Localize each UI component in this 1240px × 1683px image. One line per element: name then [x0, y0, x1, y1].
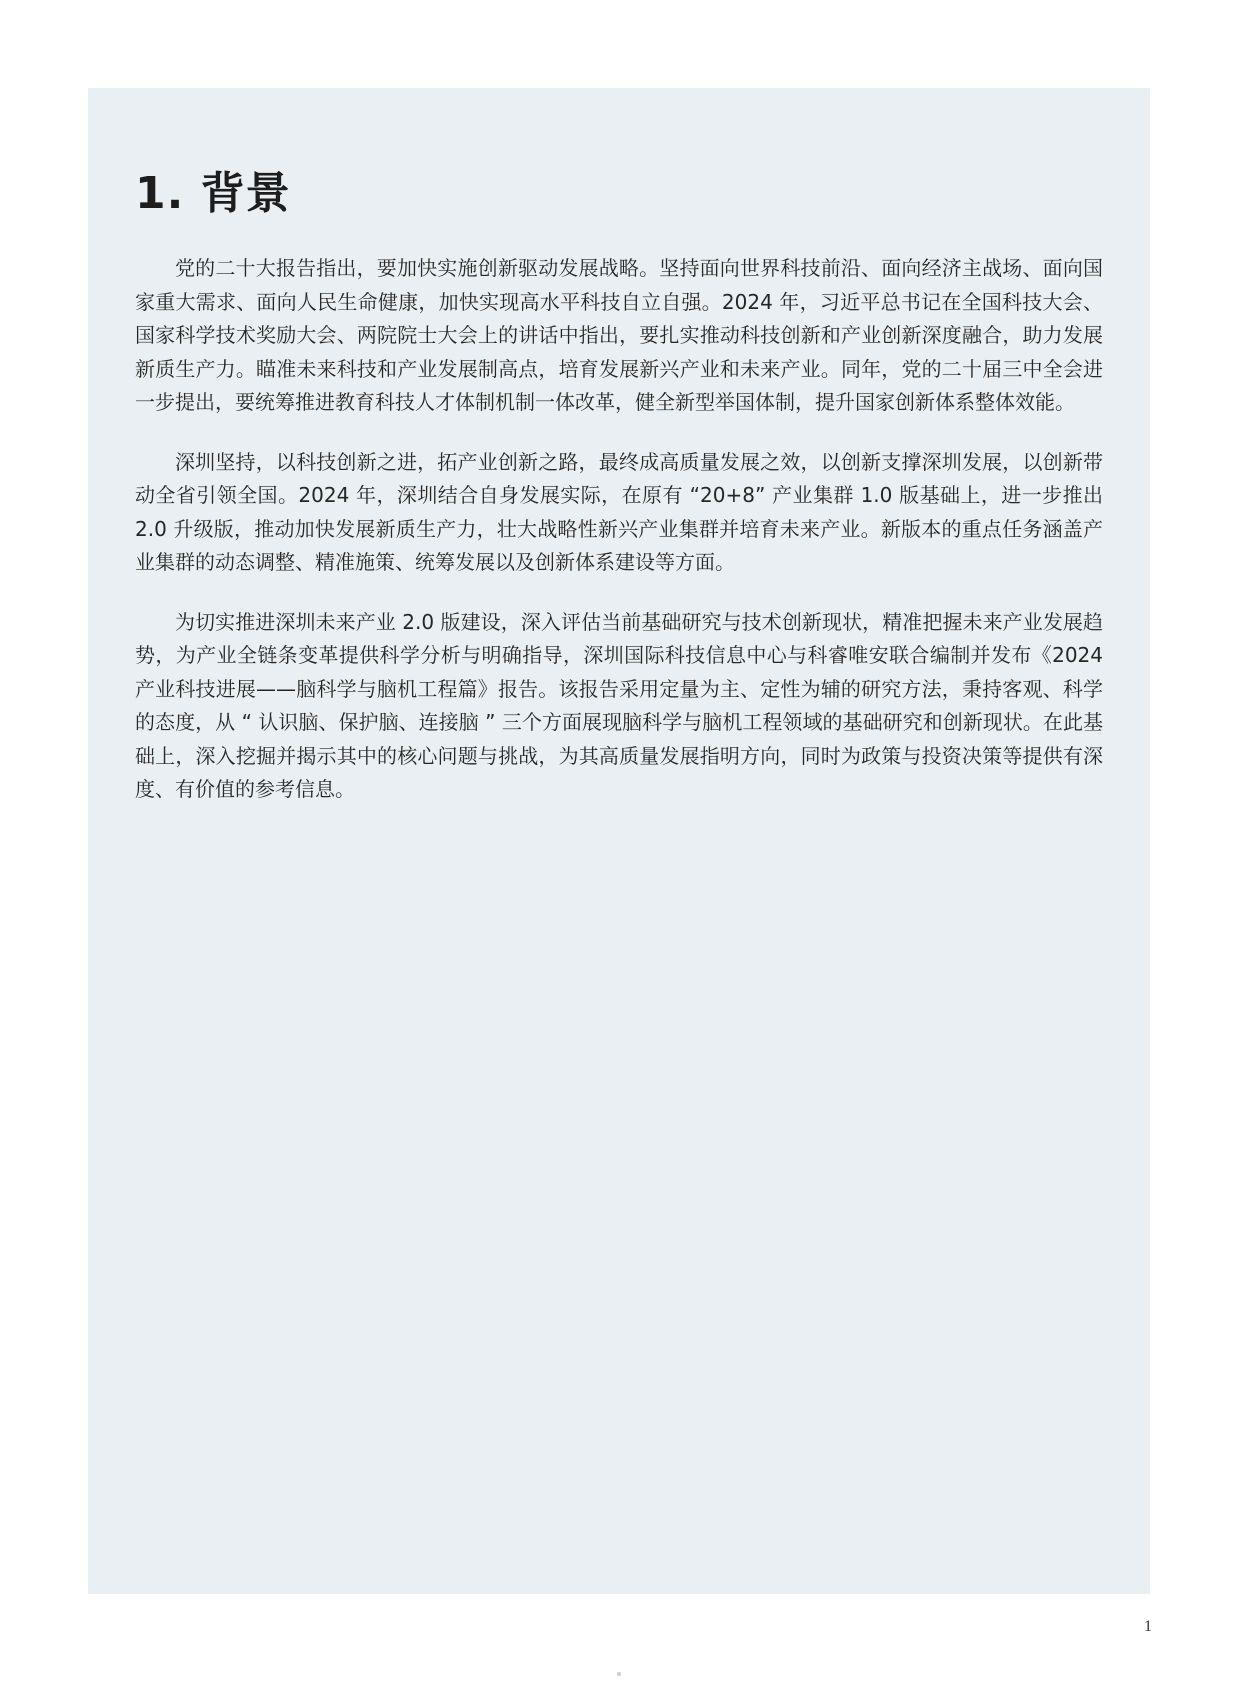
content-panel: [88, 88, 1150, 1594]
paragraph-2: 深圳坚持，以科技创新之进，拓产业创新之路，最终成高质量发展之效，以创新支撑深圳发展，以创新带动全省引领全国。2024 年，深圳结合自身发展实际，在原有 “20+8” 产业集群 1.0 版基础上，进一步推出 2.0 升级版，推动加快发展新质生产力，壮大战略性新兴产业集群并培育未来产业。新版本的重点任务涵盖产业集群的动态调整、精准施策、统筹发展以及创新体系建设等方面。: [135, 449, 1103, 574]
page-number: 1: [1144, 1618, 1152, 1635]
footer-dot: [617, 1672, 621, 1676]
paragraph-1: 党的二十大报告指出，要加快实施创新驱动发展战略。坚持面向世界科技前沿、面向经济主战场、面向国家重大需求、面向人民生命健康，加快实现高水平科技自立自强。2024 年，习近平总书记在全国科技大会、国家科学技术奖励大会、两院院士大会上的讲话中指出，要扎实推动科技创新和产业创新深度融合，助力发展新质生产力。瞄准未来科技和产业发展制高点，培育发展新兴产业和未来产业。同年，党的二十届三中全会进一步提出，要统筹推进教育科技人才体制机制一体改革，健全新型举国体制，提升国家创新体系整体效能。: [135, 256, 1103, 414]
paragraph-3: 为切实推进深圳未来产业 2.0 版建设，深入评估当前基础研究与技术创新现状，精准把握未来产业发展趋势，为产业全链条变革提供科学分析与明确指导，深圳国际科技信息中心与科睿唯安联合编制并发布《2024 产业科技进展——脑科学与脑机工程篇》报告。该报告采用定量为主、定性为辅的研究方法，秉持客观、科学的态度，从 “ 认识脑、保护脑、连接脑 ” 三个方面展现脑科学与脑机工程领域的基础研究和创新现状。在此基础上，深入挖掘并揭示其中的核心问题与挑战，为其高质量发展指明方向，同时为政策与投资决策等提供有深度、有价值的参考信息。: [135, 609, 1103, 801]
section-heading: 1. 背景: [135, 168, 291, 219]
